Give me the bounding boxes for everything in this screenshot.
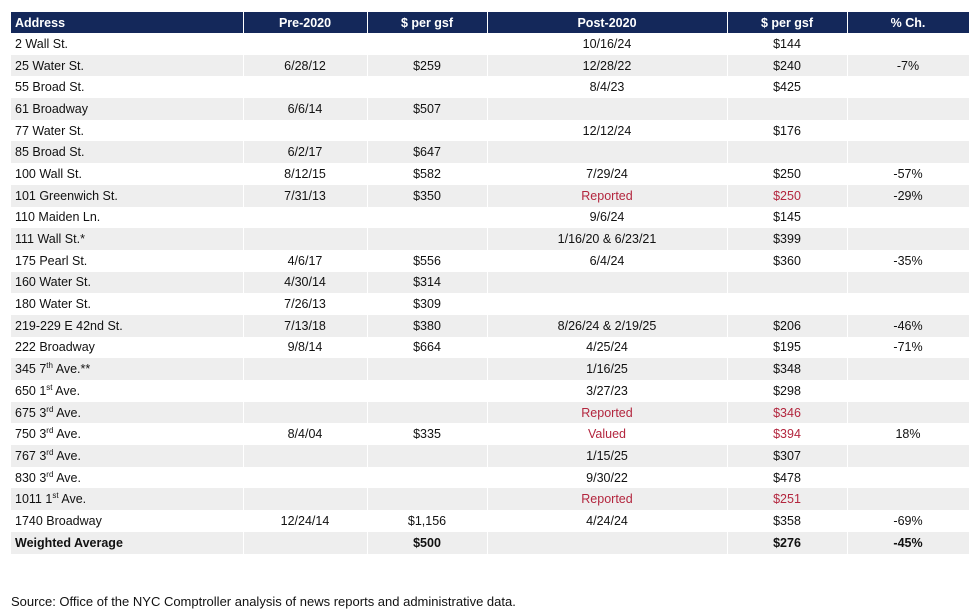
address-ordinal: rd [46,426,54,436]
cell-post-2020: Reported [487,488,727,510]
cell-post-gsf: $425 [727,76,847,98]
cell-change [847,380,969,402]
address-text: 55 Broad St. [15,80,85,95]
cell-pre-gsf: $582 [367,163,487,185]
table-row [11,315,969,337]
address-text: 830 3 [15,470,47,485]
cell-address [11,141,243,163]
cell-post-gsf [727,141,847,163]
cell-change: -29% [847,185,969,207]
table-row [11,293,969,315]
cell-pre-2020: 9/8/14 [243,337,367,359]
cell-post-2020: 1/16/25 [487,358,727,380]
source-note: Source: Office of the NYC Comptroller analysis of news reports and administrative data. [11,594,516,609]
cell-post-gsf: $394 [727,423,847,445]
table-row [11,510,969,532]
cell-address [11,445,243,467]
cell-pre-gsf [367,358,487,380]
cell-post-2020: 10/16/24 [487,33,727,55]
cell-post-2020: 12/28/22 [487,55,727,77]
cell-post-2020: 4/25/24 [487,337,727,359]
cell-post-2020: 9/30/22 [487,467,727,489]
cell-pre-gsf [367,467,487,489]
cell-pre-gsf: $664 [367,337,487,359]
cell-pre-2020: 6/28/12 [243,55,367,77]
avg-pre-2020 [243,532,367,554]
cell-post-2020: 1/16/20 & 6/23/21 [487,228,727,250]
cell-post-gsf: $250 [727,185,847,207]
table-row [11,402,969,424]
cell-address [11,163,243,185]
cell-pre-2020 [243,207,367,229]
cell-pre-gsf: $1,156 [367,510,487,532]
cell-address [11,55,243,77]
address-ordinal: st [46,382,53,392]
cell-change: -35% [847,250,969,272]
cell-post-2020: Reported [487,185,727,207]
cell-pre-2020: 7/13/18 [243,315,367,337]
cell-pre-2020 [243,76,367,98]
cell-change: -57% [847,163,969,185]
cell-post-gsf: $298 [727,380,847,402]
cell-post-2020: 4/24/24 [487,510,727,532]
cell-address [11,76,243,98]
address-ordinal: st [52,491,59,501]
cell-address [11,293,243,315]
cell-change: 18% [847,423,969,445]
cell-change [847,228,969,250]
cell-pre-gsf: $314 [367,272,487,294]
address-text: 160 Water St. [15,275,91,290]
cell-address [11,272,243,294]
address-text: 222 Broadway [15,340,95,355]
table-row [11,272,969,294]
cell-change [847,33,969,55]
table-header-row [11,12,969,33]
cell-change [847,272,969,294]
cell-post-gsf: $358 [727,510,847,532]
address-text: 675 3 [15,405,47,420]
table-row [11,337,969,359]
cell-post-gsf: $144 [727,33,847,55]
address-ordinal: rd [46,469,54,479]
cell-pre-gsf [367,380,487,402]
cell-post-gsf [727,272,847,294]
table-row [11,445,969,467]
cell-change [847,293,969,315]
address-suffix: Ave. [53,470,81,485]
address-text: 1740 Broadway [15,513,102,528]
table-row [11,207,969,229]
cell-pre-2020 [243,228,367,250]
cell-change: -69% [847,510,969,532]
address-text: 750 3 [15,427,47,442]
table-row [11,358,969,380]
avg-post-gsf: $276 [727,532,847,554]
cell-post-gsf [727,293,847,315]
cell-pre-gsf: $556 [367,250,487,272]
address-text: 767 3 [15,448,47,463]
cell-pre-gsf [367,228,487,250]
cell-post-gsf: $250 [727,163,847,185]
table-row [11,141,969,163]
cell-pre-gsf: $309 [367,293,487,315]
cell-post-gsf: $206 [727,315,847,337]
address-text: 110 Maiden Ln. [15,210,101,225]
cell-post-gsf: $251 [727,488,847,510]
cell-pre-2020: 7/31/13 [243,185,367,207]
cell-post-gsf: $478 [727,467,847,489]
avg-pre-gsf: $500 [367,532,487,554]
cell-post-gsf: $399 [727,228,847,250]
cell-pre-gsf [367,207,487,229]
cell-address [11,423,243,445]
address-text: 345 7 [15,362,47,377]
table-row [11,423,969,445]
address-suffix: Ave. [52,383,81,398]
cell-pre-gsf: $335 [367,423,487,445]
cell-post-2020: 6/4/24 [487,250,727,272]
address-suffix: Ave. [53,448,81,463]
table-row [11,185,969,207]
header-post-2020: Post-2020 [487,12,727,33]
address-text: 2 Wall St. [15,36,69,51]
cell-post-gsf: $195 [727,337,847,359]
table-row [11,120,969,142]
cell-change [847,98,969,120]
cell-post-gsf: $145 [727,207,847,229]
address-text: 650 1 [15,383,47,398]
cell-change: -71% [847,337,969,359]
cell-post-gsf: $360 [727,250,847,272]
table-row [11,488,969,510]
cell-pre-gsf [367,488,487,510]
cell-post-2020: Reported [487,402,727,424]
cell-post-2020: 8/4/23 [487,76,727,98]
address-text: 100 Wall St. [15,166,82,181]
cell-pre-gsf: $507 [367,98,487,120]
table-row [11,76,969,98]
cell-address [11,337,243,359]
header-pre-gsf: $ per gsf [367,12,487,33]
table-row [11,163,969,185]
cell-post-2020 [487,272,727,294]
cell-address [11,510,243,532]
cell-post-gsf: $176 [727,120,847,142]
cell-post-2020: 9/6/24 [487,207,727,229]
header-address: Address [11,12,243,33]
cell-pre-2020 [243,120,367,142]
address-text: 180 Water St. [15,297,91,312]
cell-pre-2020: 7/26/13 [243,293,367,315]
cell-pre-gsf [367,402,487,424]
address-text: 111 Wall St.* [15,232,85,247]
cell-pre-gsf [367,33,487,55]
weighted-average-row [11,532,969,554]
cell-change [847,76,969,98]
cell-address [11,380,243,402]
table-body [11,33,969,554]
cell-address [11,98,243,120]
cell-pre-2020: 4/30/14 [243,272,367,294]
cell-change [847,402,969,424]
cell-address [11,185,243,207]
cell-address [11,33,243,55]
cell-change: -7% [847,55,969,77]
cell-pre-gsf: $380 [367,315,487,337]
cell-pre-gsf [367,445,487,467]
cell-change [847,207,969,229]
cell-change [847,467,969,489]
cell-pre-gsf: $350 [367,185,487,207]
cell-pre-2020 [243,380,367,402]
cell-pre-2020 [243,33,367,55]
address-text: 25 Water St. [15,58,85,73]
cell-address [11,358,243,380]
cell-pre-2020: 12/24/14 [243,510,367,532]
cell-address [11,228,243,250]
cell-pre-2020 [243,488,367,510]
header-pre-2020: Pre-2020 [243,12,367,33]
address-text: 61 Broadway [15,101,88,116]
cell-post-gsf: $348 [727,358,847,380]
cell-pre-gsf [367,76,487,98]
table-row [11,98,969,120]
avg-post-2020 [487,532,727,554]
cell-post-2020: 12/12/24 [487,120,727,142]
cell-change [847,358,969,380]
cell-post-2020 [487,98,727,120]
address-suffix: Ave. [53,427,81,442]
address-text: 219-229 E 42nd St. [15,318,123,333]
cell-pre-gsf: $647 [367,141,487,163]
cell-post-2020: 8/26/24 & 2/19/25 [487,315,727,337]
address-suffix: Ave. [58,492,87,507]
cell-address [11,488,243,510]
address-ordinal: th [46,361,53,370]
address-text: 175 Pearl St. [15,253,88,268]
cell-pre-gsf [367,120,487,142]
cell-address [11,207,243,229]
table-row [11,228,969,250]
cell-pre-2020 [243,402,367,424]
cell-post-2020: 1/15/25 [487,445,727,467]
address-text: 85 Broad St. [15,145,85,160]
address-text: 101 Greenwich St. [15,188,118,203]
table-row [11,33,969,55]
cell-pre-2020: 6/6/14 [243,98,367,120]
address-ordinal: rd [46,447,54,457]
cell-address [11,315,243,337]
building-sales-table [11,12,970,554]
cell-pre-2020 [243,467,367,489]
address-text: 77 Water St. [15,123,85,138]
cell-post-2020 [487,293,727,315]
cell-address [11,250,243,272]
header-post-gsf: $ per gsf [727,12,847,33]
cell-post-2020: 7/29/24 [487,163,727,185]
table-row [11,380,969,402]
table-row [11,467,969,489]
cell-change [847,488,969,510]
cell-pre-2020: 8/4/04 [243,423,367,445]
cell-address [11,467,243,489]
cell-pre-gsf: $259 [367,55,487,77]
cell-pre-2020 [243,445,367,467]
data-table-container [11,12,969,554]
cell-post-gsf: $307 [727,445,847,467]
cell-post-gsf: $240 [727,55,847,77]
cell-pre-2020: 6/2/17 [243,141,367,163]
cell-post-2020 [487,141,727,163]
cell-post-2020: Valued [487,423,727,445]
header-change: % Ch. [847,12,969,33]
address-suffix: Ave. [53,405,81,420]
table-row [11,55,969,77]
avg-label: Weighted Average [11,532,243,554]
cell-change [847,120,969,142]
cell-post-gsf [727,98,847,120]
table-row [11,250,969,272]
cell-address [11,402,243,424]
cell-post-gsf: $346 [727,402,847,424]
avg-change: -45% [847,532,969,554]
address-text: 1011 1 [15,492,53,507]
address-ordinal: rd [46,404,54,414]
cell-post-2020: 3/27/23 [487,380,727,402]
cell-pre-2020: 4/6/17 [243,250,367,272]
cell-address [11,120,243,142]
cell-change [847,445,969,467]
cell-pre-2020 [243,358,367,380]
cell-pre-2020: 8/12/15 [243,163,367,185]
cell-change [847,141,969,163]
address-suffix: Ave.** [52,362,91,377]
cell-change: -46% [847,315,969,337]
